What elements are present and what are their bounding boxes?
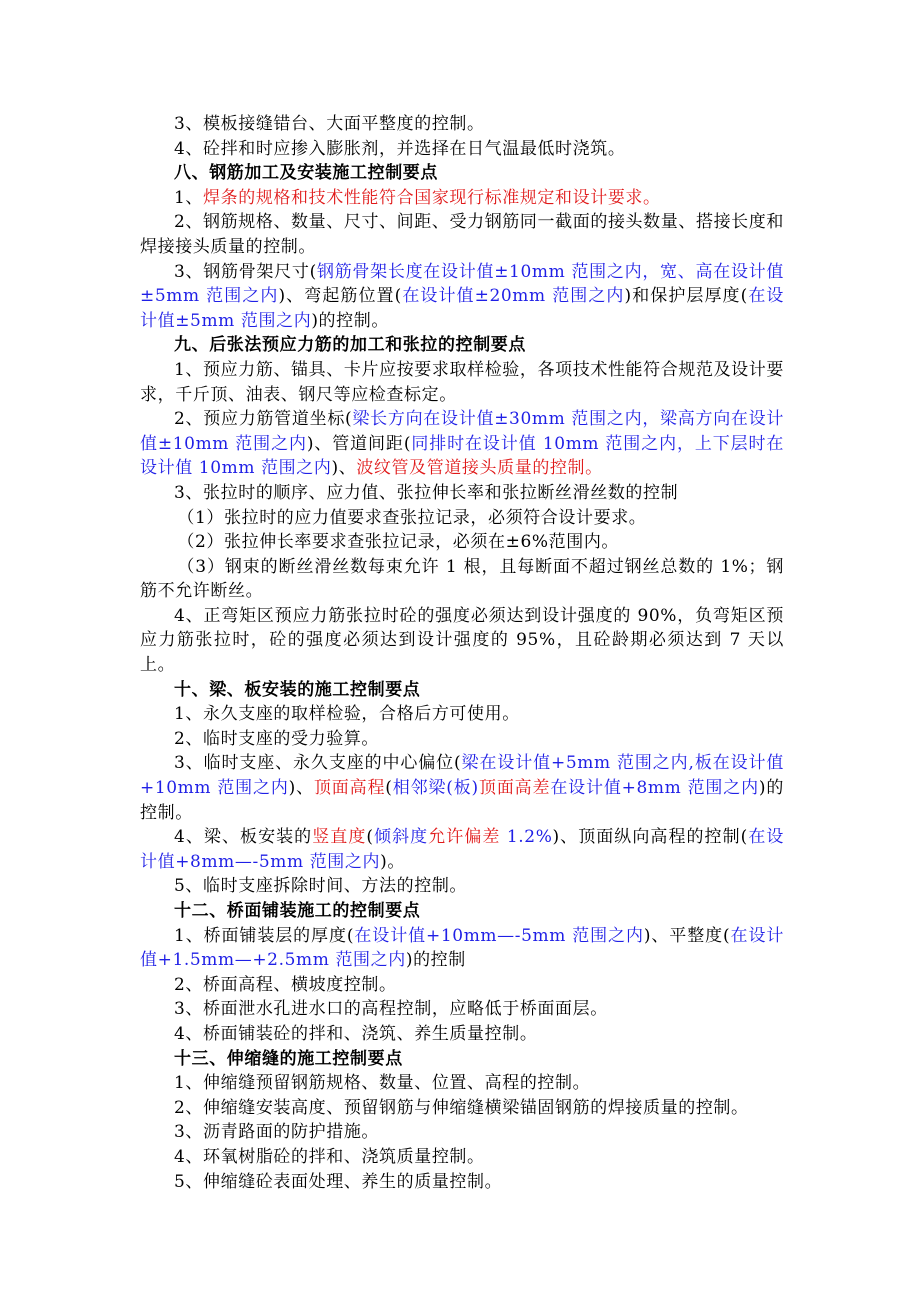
text-run: （2）张拉伸长率要求查张拉记录，必须在±6%范围内。 — [177, 532, 620, 553]
paragraph — [140, 702, 784, 727]
text-run: ( — [385, 778, 393, 799]
section-heading — [140, 899, 784, 924]
text-run: 3、模板接缝错台、大面平整度的控制。 — [174, 114, 485, 134]
blue-text-run: 倾斜度 — [373, 827, 429, 848]
blue-text-run: 在设计值+10mm—-5mm 范围之内 — [354, 925, 644, 946]
text-run: 1、 — [174, 187, 204, 208]
text-run: （1）张拉时的应力值要求查张拉记录，必须符合设计要求。 — [177, 507, 647, 528]
text-run: )。 — [380, 851, 405, 872]
text-run: )的控制。 — [311, 310, 389, 331]
paragraph — [140, 506, 784, 531]
paragraph — [140, 137, 784, 162]
blue-text-run: 梁长方向在设计值±30mm 范围之内，梁高方向在设计值±10mm 范围之内 — [140, 409, 784, 454]
red-text-run: 焊条的规格和技术性能符合国家现行标准规定和设计要求。 — [203, 187, 661, 208]
text-run: 1、预应力筋、锚具、卡片应按要求取样检验，各项技术性能符合规范及设计要求，千斤顶、油表、钢尺等应检查标定。 — [140, 359, 784, 405]
blue-text-run: 梁在设计值+5mm 范围之内,板在设计值+10mm 范围之内 — [140, 753, 784, 799]
text-run: 2、桥面高程、横坡度控制。 — [174, 974, 397, 995]
paragraph — [140, 555, 784, 604]
text-run: 3、沥青路面的防护措施。 — [174, 1122, 380, 1143]
paragraph — [140, 1170, 784, 1195]
text-run: 4、环氧树脂砼的拌和、浇筑质量控制。 — [174, 1146, 485, 1167]
text-run: )、管道间距( — [306, 433, 412, 454]
paragraph — [140, 530, 784, 555]
text-run: )和保护层厚度( — [624, 286, 748, 307]
paragraph — [140, 997, 784, 1022]
text-run: 十三、伸缩缝的施工控制要点 — [174, 1048, 403, 1069]
text-run: 5、伸缩缝砼表面处理、养生的质量控制。 — [174, 1171, 503, 1192]
text-run: 2、临时支座的受力验算。 — [174, 728, 380, 749]
text-run: 4、砼拌和时应掺入膨胀剂，并选择在日气温最低时浇筑。 — [174, 138, 626, 159]
text-run: 2、钢筋规格、数量、尺寸、间距、受力钢筋同一截面的接头数量、搭接长度和焊接接头质量的控制。 — [140, 212, 784, 257]
text-run: 十二、桥面铺装施工的控制要点 — [174, 901, 421, 921]
paragraph — [140, 1145, 784, 1170]
blue-text-run: 在设计值+1.5mm—+2.5mm 范围之内 — [140, 925, 784, 971]
text-run: 5、临时支座拆除时间、方法的控制。 — [174, 876, 468, 897]
text-run: 1、桥面铺装层的厚度( — [174, 925, 355, 946]
text-run: 3、桥面泄水孔进水口的高程控制，应略低于桥面面层。 — [174, 999, 608, 1020]
text-run: 1、永久支座的取样检验，合格后方可使用。 — [174, 704, 520, 725]
text-run: 2、伸缩缝安装高度、预留钢筋与伸缩缝横梁锚固钢筋的焊接质量的控制。 — [174, 1097, 749, 1118]
red-text-run: 竖直度 — [312, 827, 367, 848]
document-body — [140, 112, 784, 1194]
red-text-run: 顶面高差 — [478, 778, 551, 799]
paragraph — [140, 825, 784, 874]
paragraph — [140, 727, 784, 752]
blue-text-run: 在设计值±5mm 范围之内 — [140, 286, 785, 331]
text-run: 2、预应力筋管道坐标( — [174, 409, 353, 430]
section-heading — [140, 333, 784, 358]
text-run: )的控制 — [405, 950, 466, 971]
paragraph — [140, 1022, 784, 1047]
text-run: 3、临时支座、永久支座的中心偏位( — [174, 753, 462, 774]
text-run: （3）钢束的断丝滑丝数每束允许 1 根，且每断面不超过钢丝总数的 1%；钢筋不允许断丝。 — [140, 556, 784, 602]
paragraph — [140, 260, 784, 334]
paragraph — [140, 407, 784, 481]
section-heading — [140, 1047, 784, 1072]
paragraph — [140, 751, 784, 825]
text-run: )、 — [331, 458, 357, 479]
blue-text-run: 在设计值±20mm 范围之内 — [401, 286, 625, 307]
paragraph — [140, 112, 784, 137]
text-run: 1、伸缩缝预留钢筋规格、数量、位置、高程的控制。 — [174, 1073, 591, 1094]
paragraph — [140, 186, 784, 211]
text-run: ( — [366, 827, 374, 848]
text-run: 4、梁、板安装的 — [174, 827, 313, 848]
text-run: 3、张拉时的顺序、应力值、张拉伸长率和张拉断丝滑丝数的控制 — [174, 482, 679, 503]
paragraph — [140, 604, 784, 678]
text-run: 八、钢筋加工及安装施工控制要点 — [174, 163, 438, 184]
paragraph — [140, 1120, 784, 1145]
blue-text-run: 在设计值+8mm 范围之内 — [550, 778, 759, 799]
text-run: )、顶面纵向高程的控制( — [552, 827, 748, 848]
text-run: 九、后张法预应力筋的加工和张拉的控制要点 — [174, 335, 526, 356]
red-text-run: 波纹管及管道接头质量的控制。 — [356, 458, 603, 479]
text-run: )、弯起筋位置( — [278, 286, 402, 307]
blue-text-run: 相邻梁(板) — [392, 778, 479, 799]
paragraph — [140, 973, 784, 998]
text-run: 4、桥面铺装砼的拌和、浇筑、养生质量控制。 — [174, 1023, 538, 1044]
text-run: 十、梁、板安装的施工控制要点 — [174, 679, 421, 700]
blue-text-run: 在设计值+8mm—-5mm 范围之内 — [140, 827, 784, 872]
text-run: 4、正弯矩区预应力筋张拉时砼的强度必须达到设计强度的 90%，负弯矩区预应力筋张拉时，砼的强度必须达到设计强度的 95%，且砼龄期必须达到 7 天以上。 — [140, 605, 784, 676]
paragraph — [140, 1096, 784, 1121]
text-run: )的控制。 — [140, 778, 784, 823]
paragraph — [140, 874, 784, 899]
section-heading — [140, 161, 784, 186]
paragraph — [140, 1071, 784, 1096]
text-run: )、 — [288, 778, 314, 799]
text-run: 3、钢筋骨架尺寸( — [174, 261, 317, 282]
text-run: )、平整度( — [643, 925, 731, 946]
paragraph — [140, 210, 784, 259]
red-text-run: 顶面高程 — [313, 778, 386, 799]
section-heading — [140, 678, 784, 703]
blue-text-run: 同排时在设计值 10mm 范围之内，上下层时在设计值 10mm 范围之内 — [140, 433, 785, 479]
paragraph — [140, 924, 784, 973]
red-text-run: 允许偏差 — [428, 827, 501, 848]
blue-text-run: 钢筋骨架长度在设计值±10mm 范围之内，宽、高在设计值±5mm 范围之内 — [140, 261, 784, 307]
paragraph — [140, 358, 784, 407]
paragraph — [140, 481, 784, 506]
blue-text-run: 1.2% — [500, 827, 553, 848]
